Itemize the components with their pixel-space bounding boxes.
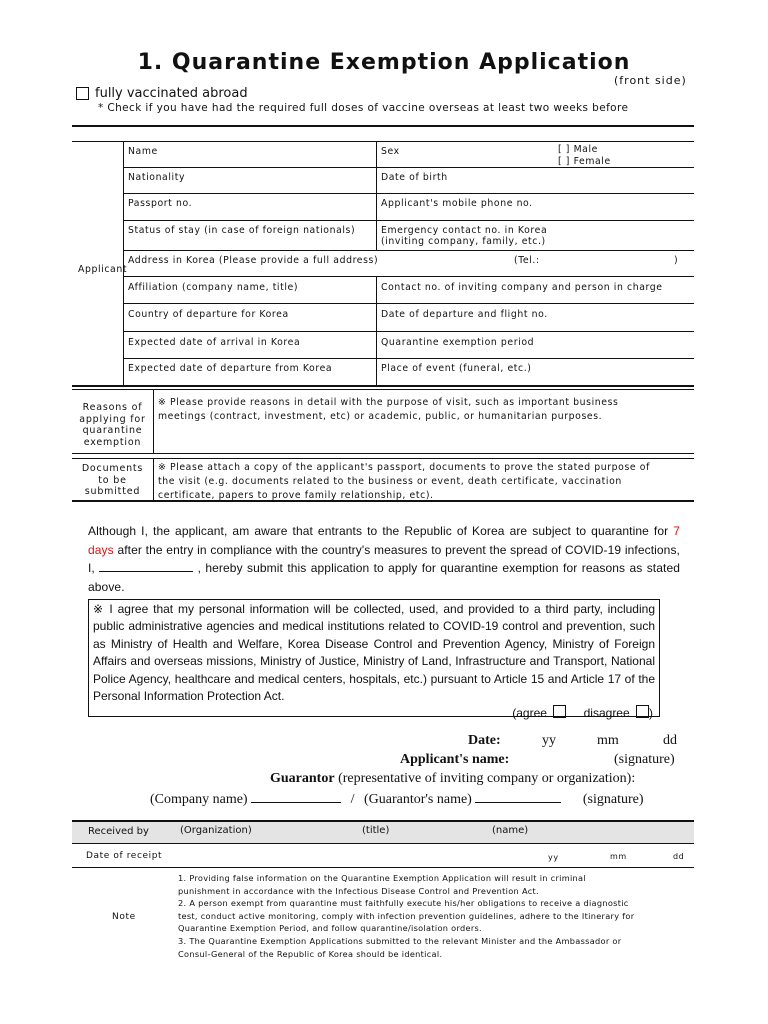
note-line: Quarantine Exemption Period, and follow quarantine/isolation orders.: [178, 923, 482, 934]
applicant-name-blank[interactable]: [99, 559, 193, 572]
vaccinated-note: * Check if you have had the required full doses of vaccine overseas at least two weeks before: [98, 102, 629, 114]
date-dd[interactable]: dd: [663, 733, 677, 748]
applicant-label: Applicant: [78, 264, 128, 275]
note-text: [178, 872, 690, 960]
quarantine-days: 7 days: [88, 524, 680, 557]
receipt-dd[interactable]: dd: [673, 852, 685, 861]
receipt-label: Date of receipt: [86, 851, 163, 861]
table-rule: [123, 250, 694, 251]
reasons-label-line: applying for: [79, 413, 146, 425]
date-yy[interactable]: yy: [542, 733, 556, 748]
documents-label-line: submitted: [84, 486, 141, 497]
vaccinated-row: [76, 86, 248, 101]
guarantor-label: Guarantor: [270, 771, 335, 786]
note-line: 3. The Quarantine Exemption Applications submitted to the relevant Minister and the Ambassador or: [178, 935, 622, 946]
receipt-yy[interactable]: yy: [548, 853, 559, 862]
emergency-label: Emergency contact no. in Korea: [381, 225, 548, 236]
vaccinated-checkbox[interactable]: [76, 87, 89, 100]
arrival-label: Expected date of arrival in Korea: [128, 337, 301, 348]
table-divider-mid-1: [376, 141, 377, 250]
consent-choices: [93, 705, 655, 722]
received-name[interactable]: (name): [492, 825, 529, 836]
table-top-rule: [72, 125, 694, 127]
note-line: punishment in accordance with the Infectious Disease Control and Prevention Act.: [178, 885, 539, 896]
note-line: 1. Providing false information on the Quarantine Exemption Application will result in criminal: [178, 873, 586, 883]
table-rule: [123, 220, 694, 221]
guarantor-signature[interactable]: (signature): [582, 792, 644, 807]
documents-text-line: ※ Please attach a copy of the applicant's passport, documents to prove the stated purpose of: [158, 462, 650, 473]
guarantor-line: [270, 771, 635, 787]
event-place-label: Place of event (funeral, etc.): [381, 363, 532, 374]
departure-country-label: Country of departure for Korea: [128, 309, 289, 320]
affiliation-label: Affiliation (company name, title): [128, 282, 299, 293]
table-rule: [123, 276, 694, 277]
sex-label: Sex: [381, 146, 400, 157]
received-label: Received by: [88, 826, 149, 837]
applicant-signature[interactable]: (signature): [614, 752, 675, 767]
table-rule: [123, 193, 694, 194]
slash: /: [350, 792, 355, 807]
disagree-label: disagree: [583, 706, 630, 721]
table-rule: [123, 358, 694, 359]
departure-from-label: Expected date of departure from Korea: [128, 363, 333, 374]
note-line: test, conduct active monitoring, comply with infection prevention guidelines, adhere to the Itinerary for: [178, 910, 635, 921]
inviting-contact-label: Contact no. of inviting company and person in charge: [381, 282, 663, 293]
reasons-divider: [153, 389, 154, 453]
date-label: [468, 733, 501, 749]
received-org[interactable]: (Organization): [180, 825, 252, 836]
guarantor-desc: (representative of inviting company or organization):: [338, 771, 636, 786]
name-label: Name: [128, 146, 158, 157]
table-rule: [123, 303, 694, 304]
table-rule: [72, 141, 694, 142]
note-line: 2. A person exempt from quarantine must faithfully execute his/her obligations to receive a diagnostic: [178, 898, 629, 909]
documents-text-line: certificate, papers to prove family relationship, etc).: [158, 490, 434, 501]
received-bar: [72, 820, 694, 844]
documents-label: [72, 463, 153, 498]
dob-label: Date of birth: [381, 172, 448, 183]
address-label: Address in Korea (Please provide a full address): [128, 255, 379, 266]
date-mm[interactable]: mm: [597, 733, 619, 748]
note-top-rule: [72, 867, 694, 868]
note-label: Note: [112, 912, 136, 922]
emergency-sublabel: (inviting company, family, etc.): [381, 236, 546, 247]
reasons-text-line: ※ Please provide reasons in detail with the purpose of visit, such as important business: [158, 397, 619, 408]
agree-label: (agree: [512, 706, 547, 721]
guarantor-name-label: (Guarantor's name): [363, 792, 472, 807]
tel-label: (Tel.:: [514, 255, 540, 266]
documents-label-line: Documents: [81, 463, 144, 474]
reasons-text-line: meetings (contract, investment, etc) or academic, public, or humanitarian purposes.: [158, 411, 603, 422]
reasons-text[interactable]: [158, 396, 690, 424]
consent-text: ※ I agree that my personal information will be collected, used, and provided to a third party, including public administrative agencies and medical institutions related to COVID-19 control and prevention, such as Ministry of Health and Welfare, Korea Disease Control and Prevention Agency, Ministry of Foreign Affairs and overseas missions, Ministry of Justice, Ministry of Land, Infrastructure and Transport, National Police Agency, healthcare and medical centers, hospitals, etc.) pursuant to Article 15 and Article 17 of the Personal Information Protection Act.: [93, 602, 655, 704]
applicant-name-label-text: Applicant's name:: [400, 752, 510, 767]
received-title[interactable]: (title): [362, 825, 390, 836]
form-title: 1. Quarantine Exemption Application: [137, 50, 631, 75]
documents-text-line: the visit (e.g. documents related to the business or event, death certificate, vaccination: [158, 476, 622, 487]
declaration-text: , hereby submit this application to apply for quarantine exemption for reasons as stated above.: [88, 561, 680, 594]
table-rule: [123, 167, 694, 168]
vaccinated-label: fully vaccinated abroad: [95, 86, 248, 101]
table-rule: [123, 331, 694, 332]
declaration-paragraph: [88, 522, 680, 596]
guarantor-name-field[interactable]: [475, 790, 561, 803]
reasons-label-line: exemption: [83, 436, 142, 448]
documents-top-rule: [72, 458, 694, 459]
receipt-mm[interactable]: mm: [610, 852, 627, 861]
company-name-label: (Company name): [150, 792, 248, 807]
exemption-period-label: Quarantine exemption period: [381, 337, 535, 348]
applicant-name-label: [400, 752, 509, 768]
mobile-label: Applicant's mobile phone no.: [381, 198, 533, 209]
reasons-top-rule: [72, 389, 694, 390]
documents-divider: [153, 458, 154, 500]
tel-close: ): [674, 255, 679, 266]
guarantor-fields: [150, 790, 644, 808]
reasons-label-line: Reasons of: [82, 402, 143, 413]
date-label-text: Date:: [468, 733, 501, 748]
declaration-text: Although I, the applicant, am aware that entrants to the Republic of Korea are subject to quarantine for: [88, 524, 669, 538]
consent-box: [88, 599, 660, 721]
reasons-bottom-rule: [72, 453, 694, 454]
departure-date-label: Date of departure and flight no.: [381, 309, 548, 320]
status-label: Status of stay (in case of foreign nationals): [128, 225, 356, 236]
disagree-checkbox[interactable]: [636, 705, 649, 718]
documents-label-line: to be: [98, 474, 127, 486]
male-option[interactable]: [ ] Male: [558, 144, 598, 155]
documents-text: [158, 461, 690, 503]
side-label: (front side): [614, 74, 687, 87]
table-bottom-rule: [72, 385, 694, 387]
agree-checkbox[interactable]: [553, 705, 566, 718]
declaration-text: after the entry in compliance with the country's measures to prevent the spread of COVID-19 infections, I,: [88, 542, 680, 575]
nationality-label: Nationality: [128, 172, 186, 183]
female-option[interactable]: [ ] Female: [558, 156, 611, 167]
company-name-field[interactable]: [251, 790, 341, 803]
note-line: Consul-General of the Republic of Korea should be identical.: [178, 948, 443, 959]
passport-label: Passport no.: [128, 198, 193, 209]
consent-close: ): [649, 706, 653, 721]
reasons-label: [72, 402, 153, 448]
reasons-label-line: quarantine: [82, 425, 143, 436]
